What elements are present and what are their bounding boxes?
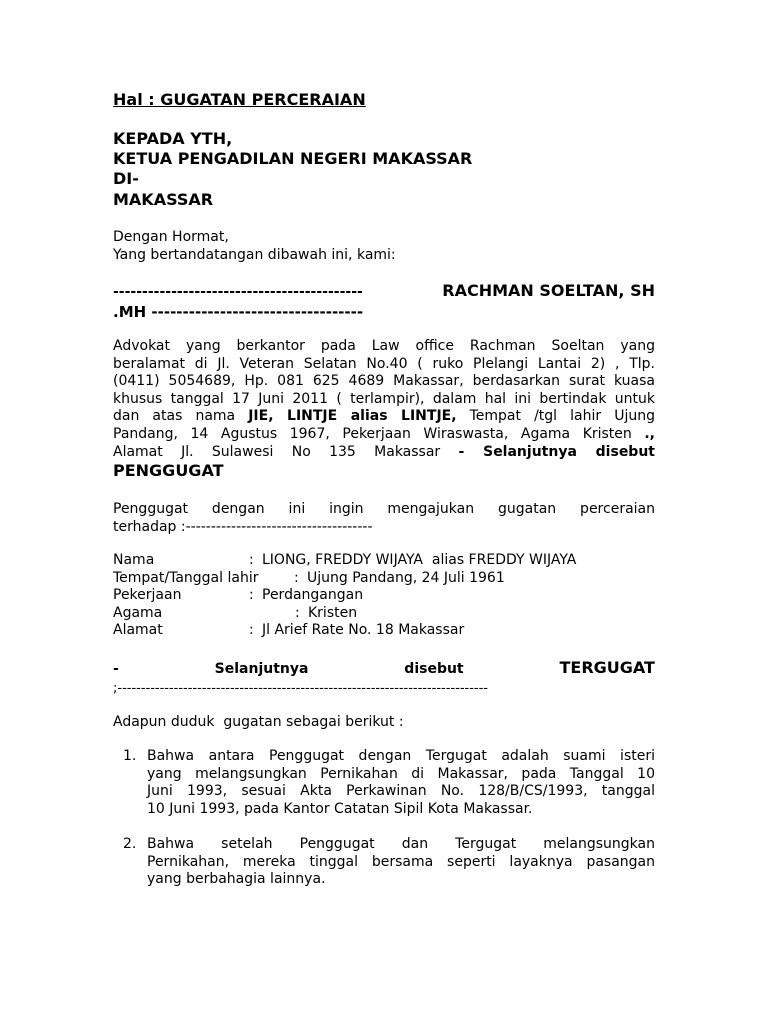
- intro-text: Pandang, 14 Agustus 1967, Pekerjaan Wiraswasta, Agama Kristen: [113, 426, 645, 442]
- plaintiff-name: JIE, LINTJE alias LINTJE,: [248, 408, 457, 425]
- intro-text: Alamat Jl. Sulawesi No 135 Makassar: [113, 443, 459, 460]
- tergugat-dash: -: [113, 661, 119, 677]
- addressee-line-2: KETUA PENGADILAN NEGERI MAKASSAR: [113, 149, 473, 168]
- ground-1-line-3: Juni 1993, sesuai Akta Perkawinan No. 128/B/CS/1993, tanggal: [147, 783, 655, 800]
- ground-1-line-2: yang melangsungkan Pernikahan di Makassar, pada Tanggal 10: [147, 765, 655, 782]
- advocate-name: RACHMAN SOELTAN, SH: [442, 281, 655, 300]
- intro-line-5: [113, 408, 655, 426]
- plaintiff-label: PENGGUGAT: [113, 461, 224, 480]
- advocate-suffix: .MH ----------------------------------: [113, 303, 364, 321]
- addressee-line-1: KEPADA YTH,: [113, 129, 233, 148]
- ground-1-line-4: 10 Juni 1993, pada Kantor Catatan Sipil Kota Makassar.: [147, 800, 533, 817]
- defendant-sep: :: [249, 622, 254, 638]
- intro-line-2: beralamat di Jl. Veteran Selatan No.40 ( ruko Plelangi Lantai 2) , Tlp.: [113, 355, 655, 372]
- defendant-sep: :: [294, 570, 299, 586]
- ground-1-line-1: Bahwa antara Penggugat dengan Tergugat adalah suami isteri: [147, 748, 655, 764]
- defendant-value-religion: Kristen: [308, 605, 358, 621]
- tergugat-word: disebut: [404, 661, 464, 677]
- advocate-line: [113, 281, 655, 302]
- defendant-label-job: Pekerjaan: [113, 587, 182, 603]
- intro-text: dan atas nama: [113, 408, 249, 425]
- defendant-label-name: Nama: [113, 552, 155, 568]
- ground-2-line-2: Pernikahan, mereka tinggal bersama seperti layaknya pasangan: [147, 853, 655, 870]
- addressee-line-3: DI-: [113, 169, 139, 188]
- subject-heading: Hal : GUGATAN PERCERAIAN: [113, 90, 366, 109]
- defendant-value-address: Jl Arief Rate No. 18 Makassar: [262, 622, 465, 638]
- intro-line-4: khusus tanggal 17 Juni 2011 ( terlampir), dalam hal ini bertindak untuk: [113, 390, 655, 407]
- ground-number-1: 1.: [123, 748, 137, 764]
- defendant-label-birth: Tempat/Tanggal lahir: [113, 570, 259, 586]
- defendant-value-job: Perdangangan: [262, 587, 364, 603]
- intro-punct: .,: [644, 426, 655, 442]
- grounds-intro: Adapun duduk gugatan sebagai berikut :: [113, 714, 404, 730]
- greeting-statement: Yang bertandatangan dibawah ini, kami:: [113, 247, 396, 263]
- tergugat-line-2: ;-------------------------------------------------------------------------------: [113, 681, 488, 696]
- addressee-line-4: MAKASSAR: [113, 190, 214, 209]
- ground-2-line-3: yang berbahagia lainnya.: [147, 871, 326, 888]
- defendant-value-name: LIONG, FREDDY WIJAYA alias FREDDY WIJAYA: [262, 552, 577, 568]
- tergugat-line: [113, 658, 655, 679]
- intro-text: Tempat /tgl lahir Ujung: [456, 408, 655, 425]
- defendant-label-religion: Agama: [113, 605, 163, 621]
- defendant-label: TERGUGAT: [559, 658, 655, 677]
- against-line-1: Penggugat dengan ini ingin mengajukan gugatan perceraian: [113, 501, 655, 517]
- defendant-sep: :: [295, 605, 300, 621]
- intro-line-7: [113, 444, 655, 462]
- intro-line-1: Advokat yang berkantor pada Law office Rachman Soeltan yang: [113, 338, 655, 354]
- ground-2-line-1: Bahwa setelah Penggugat dan Tergugat melangsungkan: [147, 836, 655, 852]
- defendant-sep: :: [249, 587, 254, 603]
- greeting: Dengan Hormat,: [113, 229, 229, 245]
- defendant-sep: :: [249, 552, 254, 568]
- intro-line-6: [113, 426, 655, 444]
- against-line-2: terhadap :-------------------------------------: [113, 519, 373, 535]
- intro-line-3: (0411) 5054689, Hp. 081 625 4689 Makassar, berdasarkan surat kuasa: [113, 373, 655, 390]
- ground-number-2: 2.: [123, 836, 137, 852]
- defendant-value-birth: Ujung Pandang, 24 Juli 1961: [307, 570, 505, 586]
- referred-as: - Selanjutnya disebut: [458, 443, 655, 460]
- tergugat-word: Selanjutnya: [214, 661, 309, 677]
- advocate-dashes: -------------------------------------------: [113, 284, 363, 300]
- defendant-label-address: Alamat: [113, 622, 163, 638]
